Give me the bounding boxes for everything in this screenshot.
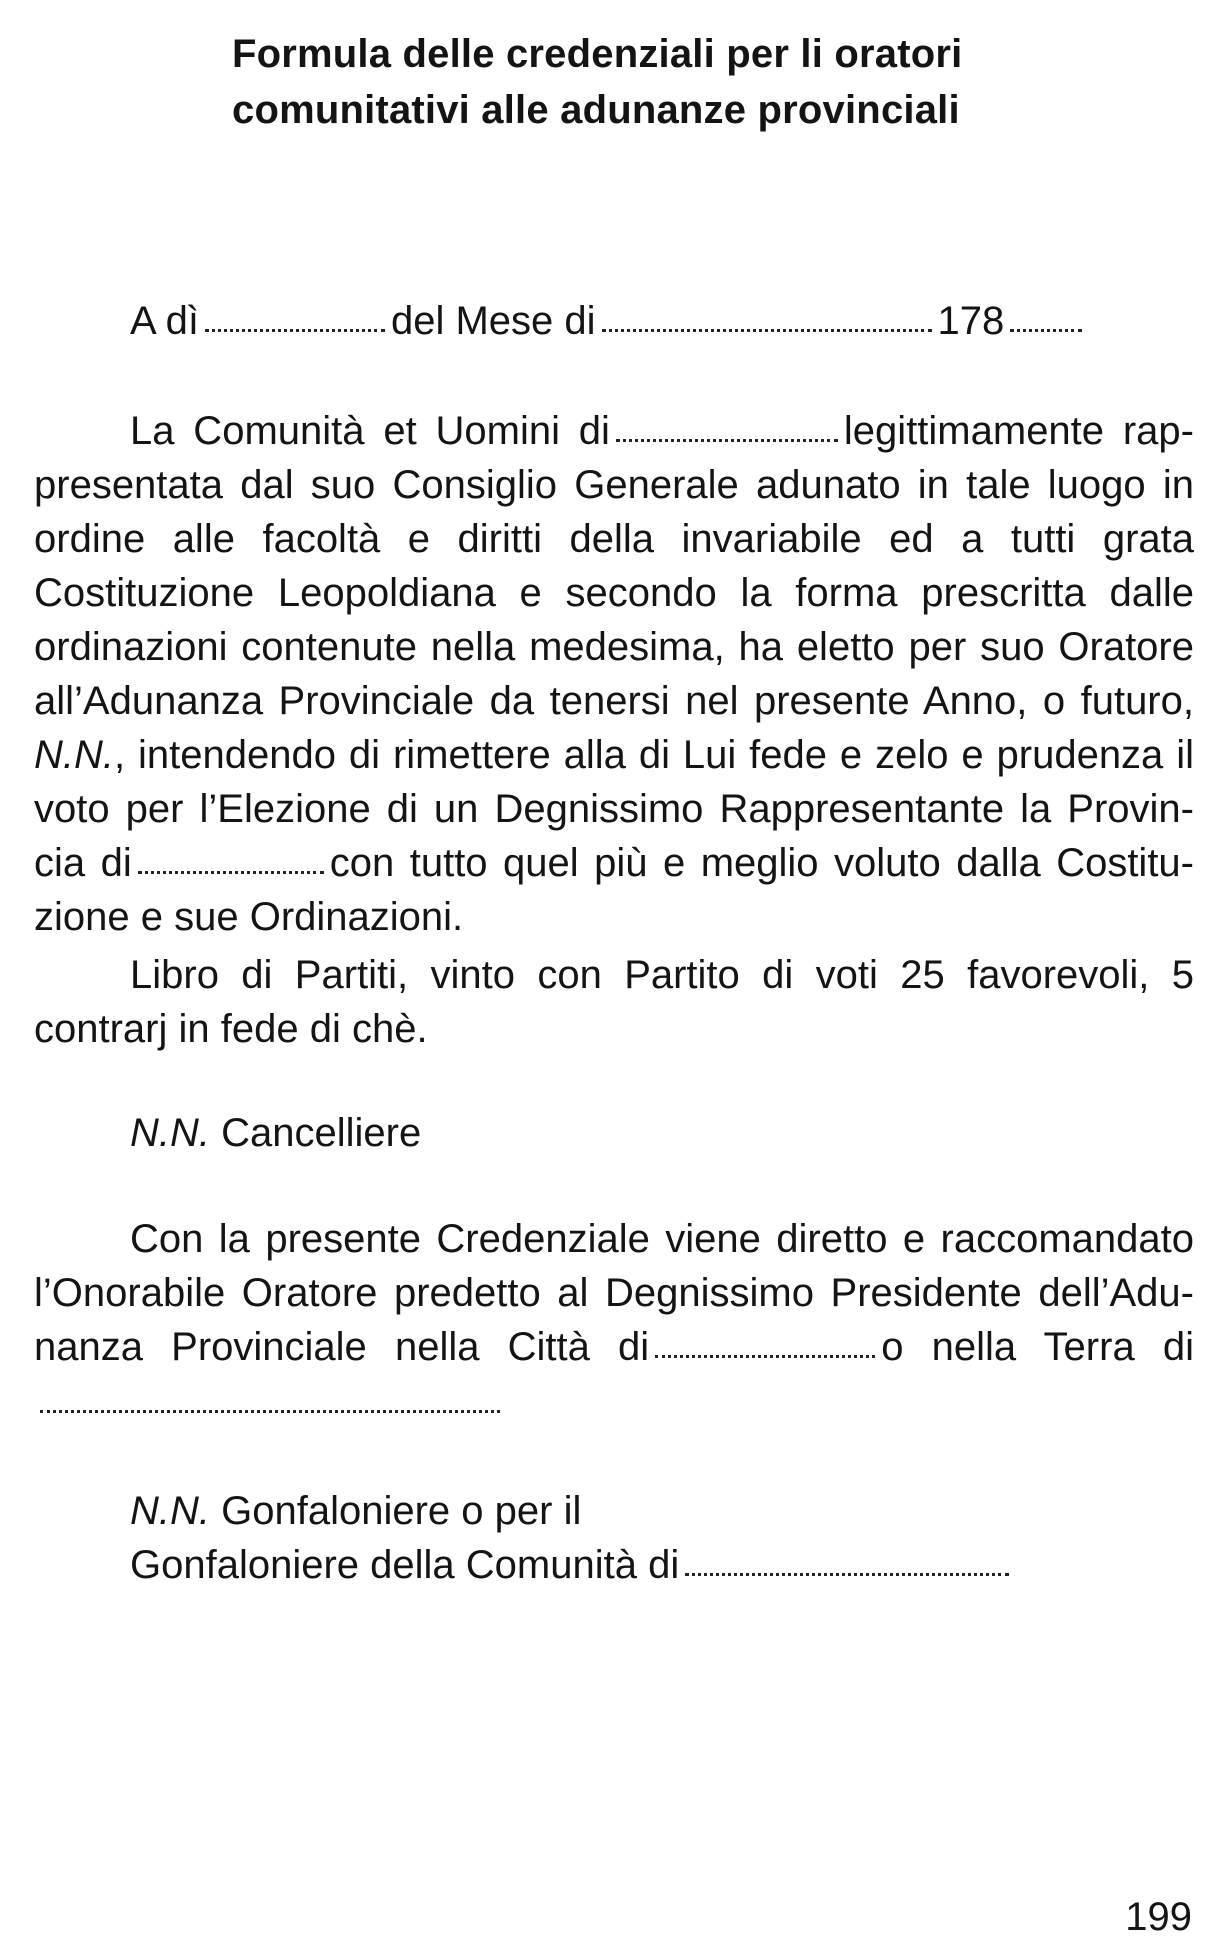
nn-placeholder: N.N.	[34, 733, 114, 777]
date-year: 178	[937, 299, 1005, 343]
vote-paragraph	[34, 948, 1194, 1056]
blank-year	[1010, 329, 1082, 332]
blank-day	[205, 329, 385, 332]
document-title	[232, 26, 1132, 138]
blank-month	[602, 329, 932, 332]
chancellor-role: Cancelliere	[221, 1111, 422, 1155]
blank-province	[138, 871, 324, 874]
nn-placeholder: N.N.	[130, 1111, 210, 1155]
gonfaloniere-community-label: Gonfaloniere della Comunità di	[130, 1543, 680, 1587]
title-line-1: Formula delle credenziali per li oratori	[232, 32, 963, 76]
main-paragraph-row: presentata dal suo Consiglio Generale adunato in tale luogo in	[34, 463, 1194, 507]
main-paragraph	[34, 404, 1194, 944]
gonfaloniere-role: Gonfaloniere o per il	[221, 1489, 582, 1533]
main-text: , intendendo di rimettere alla di Lui fede e zelo e prudenza il	[114, 733, 1194, 777]
main-paragraph-row: ordine alle facoltà e diritti della invariabile ed a tutti grata	[34, 517, 1194, 561]
gonfaloniere-signature-line-2	[130, 1538, 1015, 1592]
nn-placeholder: N.N.	[130, 1489, 210, 1533]
date-line	[130, 294, 1088, 348]
blank-gonfaloniere-community	[685, 1573, 1009, 1576]
vote-paragraph-row: Libro di Partiti, vinto con Partito di voti 25 favorevoli, 5	[130, 953, 1194, 997]
blank-community	[616, 439, 838, 442]
main-paragraph-row	[34, 404, 1194, 458]
land-label: o nella Terra di	[881, 1325, 1194, 1369]
province-label: cia di	[34, 841, 132, 885]
page-number: 199	[1125, 1895, 1192, 1939]
gonfaloniere-signature-line-1	[130, 1484, 581, 1538]
main-paragraph-row: ordinazioni contenute nella medesima, ha eletto per suo Oratore	[34, 625, 1194, 669]
main-text: legittimamente rap-	[843, 409, 1194, 453]
main-paragraph-row: voto per l’Elezione di un Degnissimo Rappresentante la Provin-	[34, 787, 1194, 831]
main-paragraph-row: Costituzione Leopoldiana e secondo la forma prescritta dalle	[34, 571, 1194, 615]
chancellor-signature	[130, 1106, 421, 1160]
city-label: nanza Provinciale nella Città di	[34, 1325, 650, 1369]
main-paragraph-row: all’Adunanza Provinciale da tenersi nel presente Anno, o futuro,	[34, 679, 1194, 723]
main-text: con tutto quel più e meglio voluto dalla Costitu-	[329, 841, 1194, 885]
main-paragraph-row	[34, 836, 1194, 890]
credential-paragraph	[34, 1212, 1194, 1374]
blank-city	[655, 1355, 875, 1358]
main-paragraph-row	[34, 728, 1194, 782]
vote-paragraph-row: contrarj in fede di chè.	[34, 1007, 428, 1051]
blank-land	[40, 1410, 500, 1413]
credential-paragraph-row: l’Onorabile Oratore predetto al Degnissimo Presidente dell’Adu-	[34, 1271, 1194, 1315]
credential-paragraph-row: Con la presente Credenziale viene diretto e raccomandato	[130, 1217, 1194, 1261]
credential-paragraph-row	[34, 1320, 1194, 1374]
main-paragraph-row: zione e sue Ordinazioni.	[34, 895, 464, 939]
title-line-2: comunitativi alle adunanze provinciali	[232, 88, 960, 132]
community-label: La Comunità et Uomini di	[130, 409, 610, 453]
date-day-label: A dì	[130, 299, 199, 343]
date-month-label: del Mese di	[390, 299, 596, 343]
